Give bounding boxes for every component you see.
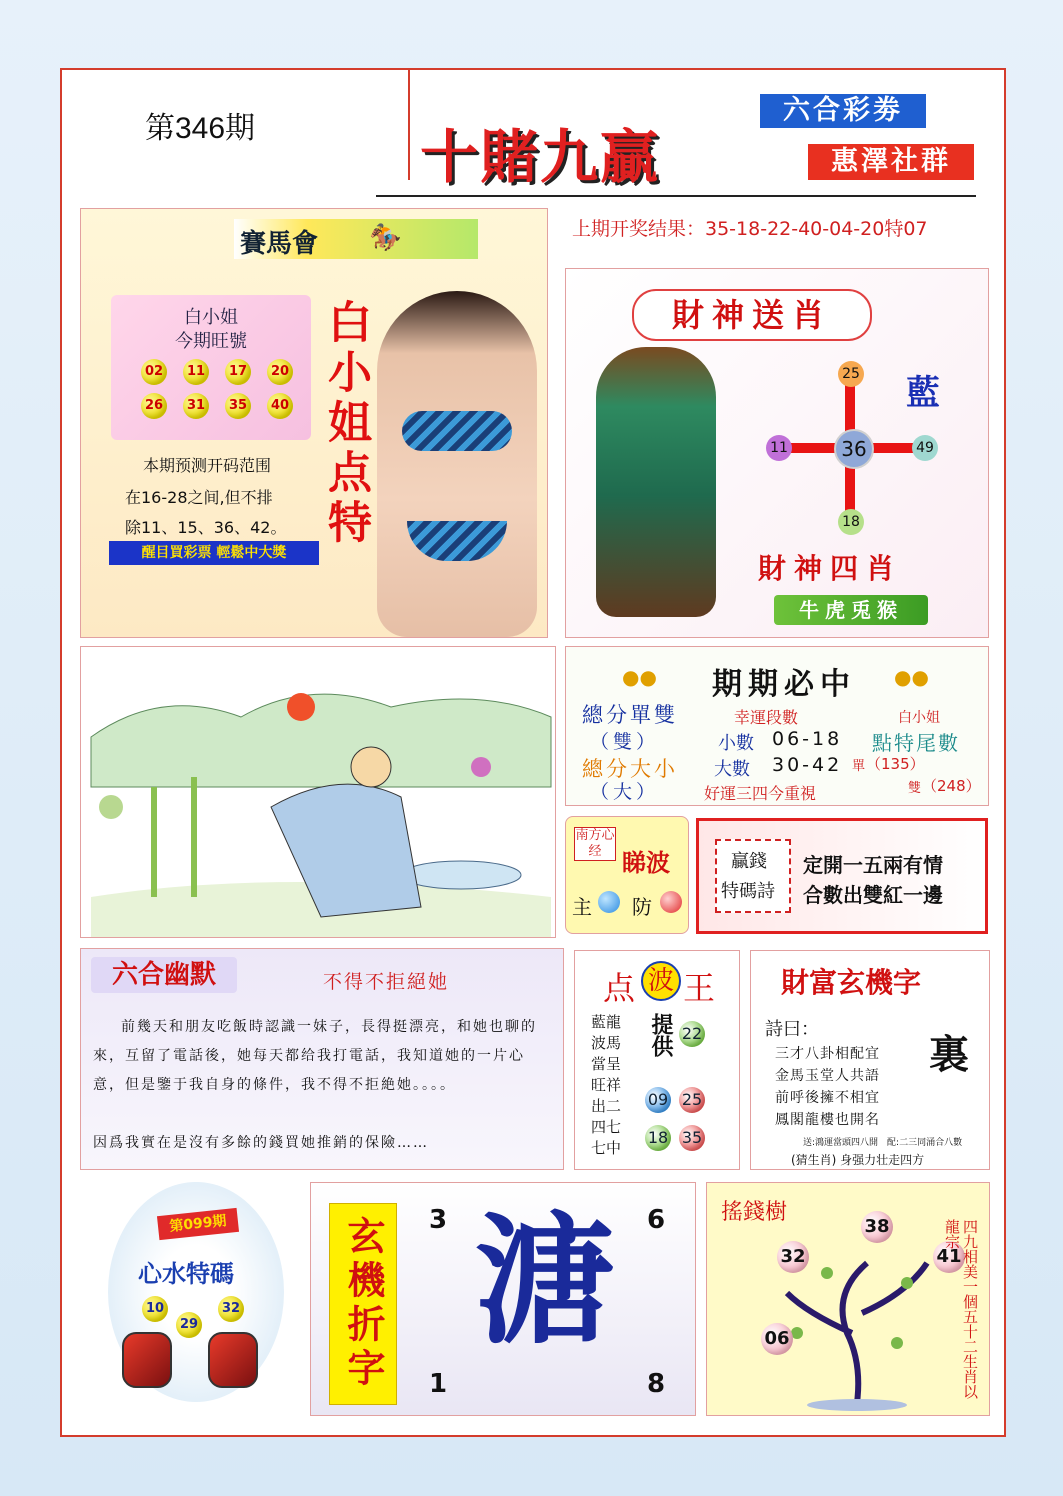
point-wave-column-row: 出二 bbox=[591, 1097, 622, 1115]
lucky-number-ball: 20 bbox=[267, 359, 293, 385]
last-result: 上期开奖结果：35-18-22-40-04-20特07 bbox=[572, 218, 928, 240]
compass-right: 49 bbox=[912, 435, 938, 461]
point-wave-title-1: 点 bbox=[603, 969, 636, 1007]
big-small-answer: （大） bbox=[590, 781, 660, 803]
point-wave-ball: 35 bbox=[679, 1125, 705, 1151]
small-range: 06-18 bbox=[772, 728, 843, 750]
god-of-wealth-panel bbox=[565, 268, 989, 638]
poem-line-2: 合數出雙紅一邊 bbox=[803, 883, 943, 907]
point-wave-column-row: 七中 bbox=[591, 1139, 622, 1157]
odd-even-answer: （雙） bbox=[590, 731, 660, 753]
point-wave-title-3: 王 bbox=[683, 969, 716, 1007]
card-title-1: 白小姐 bbox=[184, 307, 238, 328]
small-label: 小數 bbox=[718, 733, 754, 754]
coin-icon-left: ●● bbox=[622, 665, 657, 689]
split-char-num-tl: 3 bbox=[429, 1205, 448, 1235]
wave-main-ball bbox=[598, 891, 620, 913]
mystery-big-char: 裏 bbox=[929, 1032, 969, 1078]
mystery-poem-line: 鳳閣龍樓也開名 bbox=[775, 1112, 880, 1128]
total-big-small: 總分大小 bbox=[582, 757, 678, 781]
odd-label: 單 bbox=[852, 759, 866, 774]
miss-bai-side-title: 白小姐点特 bbox=[320, 299, 371, 549]
lucky-number-ball: 40 bbox=[267, 393, 293, 419]
lucky-number-ball: 02 bbox=[141, 359, 167, 385]
horse-icon: 🏇 bbox=[369, 223, 402, 253]
tail-title: 點特尾數 bbox=[872, 731, 960, 755]
wave-title: 睇波 bbox=[622, 848, 670, 877]
swimsuit-bottom bbox=[407, 521, 507, 561]
four-zodiac-title: 財神四肖 bbox=[758, 552, 903, 585]
poem-box bbox=[696, 818, 988, 934]
wave-panel bbox=[565, 816, 689, 934]
poem-line-1: 定開一五兩有情 bbox=[803, 853, 943, 877]
mystery-title: 財富玄機字 bbox=[781, 966, 922, 999]
lucky-phrase: 好運三四今重視 bbox=[704, 784, 817, 803]
poem-label-1: 贏錢 bbox=[731, 851, 767, 872]
point-wave-ball: 25 bbox=[679, 1087, 705, 1113]
every-miss-bai: 白小姐 bbox=[898, 710, 940, 726]
heart-water-title: 心水特碼 bbox=[138, 1259, 234, 1288]
split-char-num-bl: 1 bbox=[429, 1369, 448, 1399]
money-tree-ball: 06 bbox=[761, 1323, 793, 1355]
lucky-number-ball: 11 bbox=[183, 359, 209, 385]
mystery-poem-line: 前呼後擁不相宜 bbox=[775, 1090, 880, 1106]
money-tree-panel bbox=[706, 1182, 990, 1416]
god-title: 財神送肖 bbox=[632, 289, 872, 341]
compass-bottom: 18 bbox=[838, 509, 864, 535]
badge-community: 惠澤社群 bbox=[808, 144, 974, 180]
humor-paragraph-2: 因爲我實在是沒有多餘的錢買她推銷的保險…… bbox=[93, 1135, 429, 1151]
every-issue-title: 期期必中 bbox=[712, 667, 856, 702]
wave-main-label: 主 bbox=[572, 895, 592, 919]
split-char-main: 溏 bbox=[475, 1201, 616, 1364]
money-tree-title: 搖錢樹 bbox=[721, 1200, 788, 1225]
point-wave-ball: 18 bbox=[645, 1125, 671, 1151]
lucky-number-ball: 17 bbox=[225, 359, 251, 385]
total-odd-even: 總分單雙 bbox=[582, 703, 678, 727]
predict-text-3: 除11、15、36、42。 bbox=[125, 518, 287, 537]
boxing-glove-left-icon bbox=[122, 1332, 172, 1388]
model-photo bbox=[377, 291, 537, 637]
odd-tail: （135） bbox=[866, 755, 925, 773]
boxing-glove-right-icon bbox=[208, 1332, 258, 1388]
predict-text-2: 在16-28之间,但不排 bbox=[125, 488, 273, 507]
coin-icon-right: ●● bbox=[894, 665, 929, 689]
god-figure bbox=[596, 347, 716, 617]
point-wave-ball: 22 bbox=[679, 1021, 705, 1047]
money-tree-ball: 32 bbox=[777, 1241, 809, 1273]
every-issue-panel bbox=[565, 646, 989, 806]
money-tree-ball: 38 bbox=[861, 1211, 893, 1243]
big-range: 30-42 bbox=[772, 754, 843, 776]
logo-title: 十賭九贏 bbox=[420, 123, 661, 191]
humor-paragraph-1: 前幾天和朋友吃飯時認識一妹子，長得挺漂亮，和她也聊的來，互留了電話後，她每天都给我打電話，我知道她的一片心意，但是鑒于我自身的條件，我不得不拒絶她。。。。 bbox=[93, 1019, 537, 1093]
split-char-num-tr: 6 bbox=[647, 1205, 666, 1235]
point-wave-ball: 09 bbox=[645, 1087, 671, 1113]
compass-left: 11 bbox=[766, 435, 792, 461]
horse-title: 賽馬會 bbox=[240, 229, 319, 259]
heart-water-badge: 第099期 bbox=[157, 1208, 239, 1240]
mystery-poem-label: 詩曰： bbox=[765, 1019, 819, 1040]
mystery-word-panel bbox=[750, 950, 990, 1170]
illustration-panel bbox=[80, 646, 556, 938]
wave-guard-label: 防 bbox=[632, 895, 652, 919]
lucky-number-ball: 31 bbox=[183, 393, 209, 419]
point-wave-title-2: 波 bbox=[641, 961, 681, 1001]
compass-top: 25 bbox=[838, 361, 864, 387]
humor-subtitle: 不得不拒絕她 bbox=[323, 971, 450, 993]
mystery-poem-line: 金馬玉堂人共語 bbox=[775, 1068, 880, 1084]
heart-water-ball: 29 bbox=[176, 1312, 202, 1338]
landscape-illustration bbox=[81, 647, 555, 937]
badge-lottery: 六合彩劵 bbox=[760, 94, 926, 128]
heart-water-ball: 10 bbox=[142, 1296, 168, 1322]
wave-badge: 南方心经 bbox=[575, 828, 615, 859]
split-char-title: 玄機折字 bbox=[329, 1203, 397, 1405]
heart-water-oval bbox=[108, 1182, 284, 1402]
mystery-guess: (猜生肖) 身强力壮走四方 bbox=[791, 1153, 925, 1167]
big-label: 大數 bbox=[714, 759, 750, 780]
point-wave-column-row: 當呈 bbox=[591, 1055, 622, 1073]
lucky-number-ball: 26 bbox=[141, 393, 167, 419]
header-rule bbox=[376, 195, 976, 197]
poem-label-2: 特碼詩 bbox=[721, 881, 775, 902]
mystery-poem-line: 三才八卦相配宜 bbox=[775, 1046, 880, 1062]
swimsuit-top bbox=[402, 411, 512, 451]
slogan-banner: 醒目買彩票 輕鬆中大獎 bbox=[109, 541, 319, 565]
predict-text-1: 本期预测开码范围 bbox=[143, 456, 272, 475]
point-wave-column-row: 四七 bbox=[591, 1118, 622, 1136]
even-tail: （248） bbox=[922, 777, 981, 795]
lucky-range-title: 幸運段數 bbox=[734, 708, 799, 727]
mystery-note: 送:鴻運當頭四八開 配:二三同涌合八數 bbox=[803, 1138, 963, 1148]
horse-banner bbox=[234, 219, 478, 259]
point-wave-column-row: 波馬 bbox=[591, 1034, 622, 1052]
header-divider bbox=[408, 68, 410, 180]
wave-guard-ball bbox=[660, 891, 682, 913]
humor-title: 六合幽默 bbox=[91, 957, 237, 993]
split-char-num-br: 8 bbox=[647, 1369, 666, 1399]
money-tree-ball: 41 bbox=[933, 1241, 965, 1273]
point-wave-panel bbox=[574, 950, 740, 1170]
heart-water-ball: 32 bbox=[218, 1296, 244, 1322]
point-wave-column-row: 旺祥 bbox=[591, 1076, 622, 1094]
miss-bai-panel bbox=[80, 208, 548, 638]
issue-label: 第346期 bbox=[145, 112, 256, 145]
compass-center: 36 bbox=[834, 429, 874, 469]
point-wave-provide: 提供 bbox=[648, 1013, 673, 1057]
humor-panel bbox=[80, 948, 564, 1170]
four-zodiac: 牛虎兎猴 bbox=[774, 595, 928, 625]
split-char-panel bbox=[310, 1182, 696, 1416]
money-tree-poem: 四九相美一個五十二生肖以龍宗 bbox=[943, 1219, 979, 1399]
miss-bai-card bbox=[111, 295, 311, 440]
point-wave-column-row: 藍龍 bbox=[591, 1013, 622, 1031]
color-blue: 藍 bbox=[906, 373, 940, 413]
card-title-2: 今期旺號 bbox=[175, 331, 247, 352]
lucky-number-ball: 35 bbox=[225, 393, 251, 419]
even-label: 雙 bbox=[908, 781, 922, 796]
